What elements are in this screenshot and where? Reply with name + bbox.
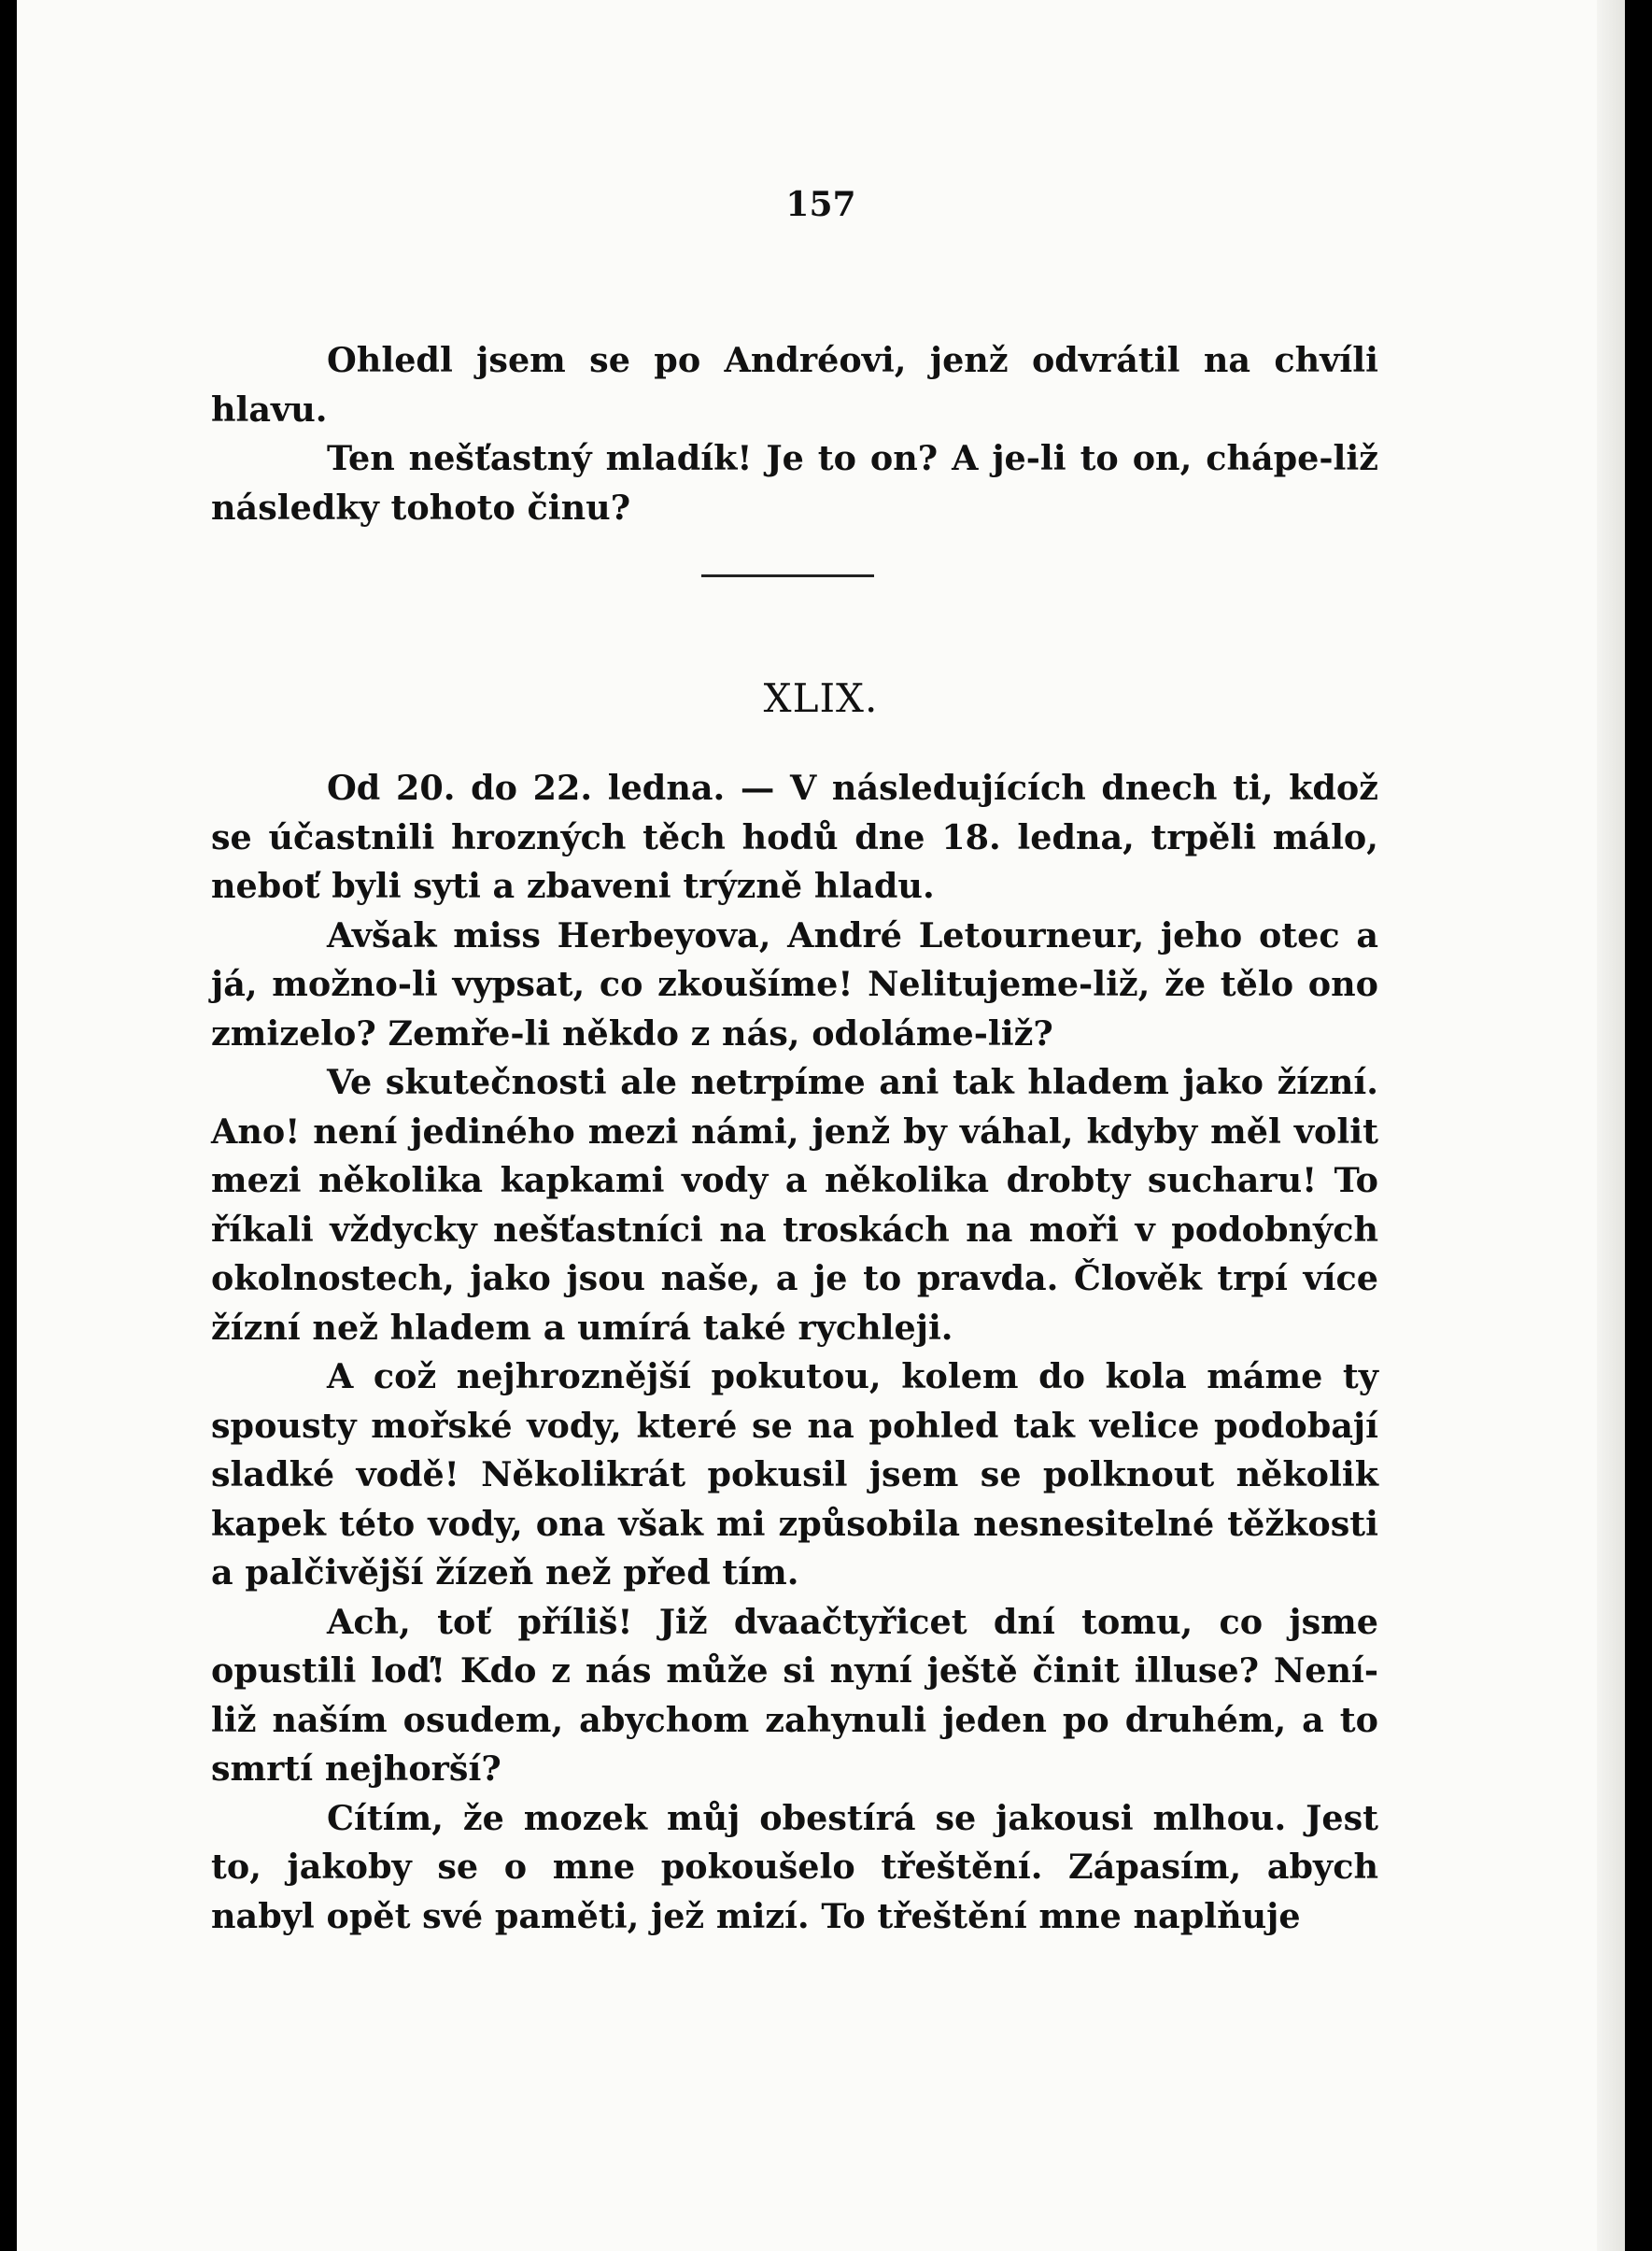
- page-edge-shadow: [1597, 0, 1625, 2251]
- intro-text-block: [211, 336, 1378, 532]
- paragraph: Ve skutečnosti ale netrpíme ani tak hladem jako žízní. Ano! není jediného mezi námi, jenž by váhal, kdyby měl volit mezi několika kapkami vody a několika drobty sucharu! To říkali vždycky nešťastníci na troskách na moři v podobných okolnostech, jako jsou naše, a je to pravda. Člověk trpí více žízní než hladem a umírá také rychleji.: [211, 1062, 1378, 1348]
- page-number: 157: [785, 185, 856, 224]
- section-divider: [701, 574, 874, 577]
- paragraph: A což nejhroznější pokutou, kolem do kola máme ty spousty mořské vody, které se na pohled tak velice podobají sladké vodě! Několikrát pokusil jsem se polknout několik kapek této vody, ona však mi způsobila nesnesitelné těžkosti a palčivější žízeň než před tím.: [211, 1356, 1378, 1593]
- paragraph: Ten nešťastný mladík! Je to on? A je-li to on, chápe-liž následky tohoto činu?: [211, 438, 1378, 528]
- paragraph: Ach, toť příliš! Již dvaačtyřicet dní tomu, co jsme opustili loď! Kdo z nás může si nyní ještě činit illuse? Není-liž naším osudem, abychom zahynuli jeden po druhém, a to smrtí nejhorší?: [211, 1601, 1378, 1789]
- paragraph: Od 20. do 22. ledna. — V následujících dnech ti, kdož se účastnili hrozných těch hodů dne 18. ledna, trpěli málo, neboť byli syti a zbaveni trýzně hladu.: [211, 768, 1378, 906]
- paragraph: Ohledl jsem se po Andréovi, jenž odvrátil na chvíli hlavu.: [211, 340, 1378, 430]
- paragraph: Avšak miss Herbeyova, André Letourneur, jeho otec a já, možno-li vypsat, co zkoušíme! Nelitujeme-liž, že tělo ono zmizelo? Zemře-li někdo z nás, odoláme-liž?: [211, 914, 1378, 1054]
- paragraph: Cítím, že mozek můj obestírá se jakousi mlhou. Jest to, jakoby se o mne pokoušelo třeštění. Zápasím, abych nabyl opět své paměti, jež mizí. To třeštění mne naplňuje: [211, 1797, 1378, 1936]
- chapter-text-block: [211, 764, 1378, 1941]
- book-page: [17, 0, 1625, 2251]
- chapter-heading: XLIX.: [763, 675, 879, 721]
